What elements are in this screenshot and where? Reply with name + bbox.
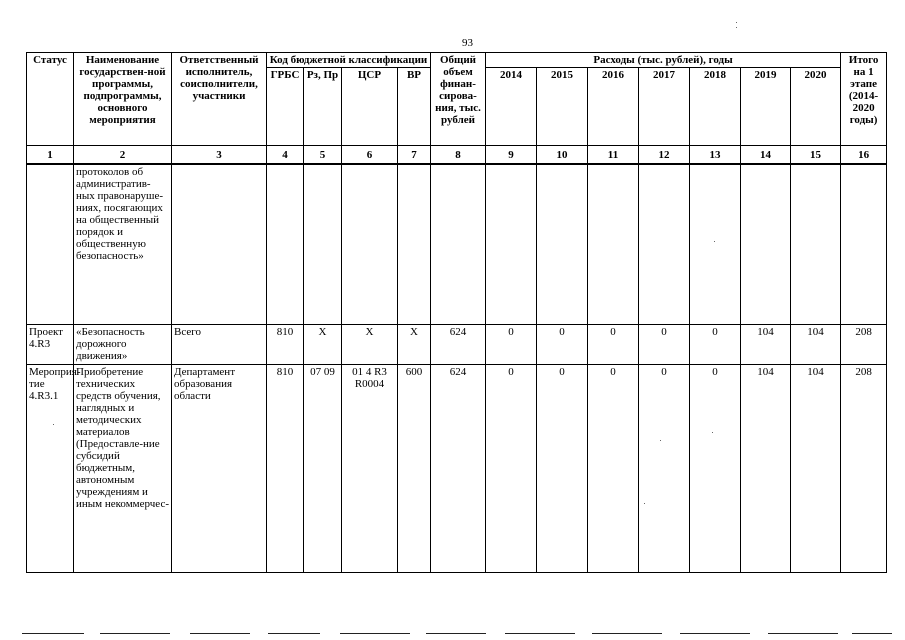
header-year-2020: 2020 bbox=[791, 68, 841, 146]
scan-rule-segment bbox=[592, 633, 662, 634]
header-vr: ВР bbox=[398, 68, 431, 146]
column-number: 14 bbox=[741, 146, 791, 165]
cell-rzpr: 07 09 bbox=[304, 364, 342, 572]
cell-2020: 104 bbox=[791, 364, 841, 572]
scan-rule-segment bbox=[340, 633, 410, 634]
column-number: 10 bbox=[537, 146, 588, 165]
cell-itogo: 208 bbox=[841, 364, 887, 572]
column-number: 6 bbox=[342, 146, 398, 165]
header-itogo: Итого на 1 этапе (2014-2020 годы) bbox=[841, 53, 887, 146]
cell-csr bbox=[342, 164, 398, 324]
cell-total: 624 bbox=[431, 364, 486, 572]
scan-rule-segment bbox=[100, 633, 170, 634]
scan-speck bbox=[736, 27, 737, 28]
column-number: 4 bbox=[267, 146, 304, 165]
header-name: Наименование государствен-ной программы, подпрограммы, основного мероприятия bbox=[74, 53, 172, 146]
table-row-project bbox=[27, 324, 887, 364]
cell-2016: 0 bbox=[588, 364, 639, 572]
header-expenses: Расходы (тыс. рублей), годы bbox=[486, 53, 841, 68]
header-year-2018: 2018 bbox=[690, 68, 741, 146]
cell-grbs bbox=[267, 164, 304, 324]
scan-rule-segment bbox=[680, 633, 750, 634]
cell-total: 624 bbox=[431, 324, 486, 364]
cell-2016 bbox=[588, 164, 639, 324]
header-year-2017: 2017 bbox=[639, 68, 690, 146]
cell-status: Мероприя-тие 4.R3.1 bbox=[27, 364, 74, 572]
cell-2019: 104 bbox=[741, 324, 791, 364]
header-grbs: ГРБС bbox=[267, 68, 304, 146]
cell-2017: 0 bbox=[639, 324, 690, 364]
header-year-2019: 2019 bbox=[741, 68, 791, 146]
cell-responsible: Всего bbox=[172, 324, 267, 364]
cell-vr bbox=[398, 164, 431, 324]
column-number: 3 bbox=[172, 146, 267, 165]
budget-table bbox=[26, 52, 887, 573]
header-csr: ЦСР bbox=[342, 68, 398, 146]
column-number: 12 bbox=[639, 146, 690, 165]
scan-speck bbox=[714, 241, 715, 242]
cell-rzpr: Х bbox=[304, 324, 342, 364]
table-row-continuation bbox=[27, 164, 887, 324]
column-number: 15 bbox=[791, 146, 841, 165]
cell-rzpr bbox=[304, 164, 342, 324]
cell-2017 bbox=[639, 164, 690, 324]
cell-vr: Х bbox=[398, 324, 431, 364]
scan-rule-segment bbox=[190, 633, 250, 634]
cell-status bbox=[27, 164, 74, 324]
scan-speck bbox=[736, 22, 737, 23]
cell-2016: 0 bbox=[588, 324, 639, 364]
scan-speck bbox=[644, 503, 645, 504]
header-total-volume: Общий объем финан-сирова-ния, тыс. рублей bbox=[431, 53, 486, 146]
scan-rule-segment bbox=[852, 633, 892, 634]
cell-vr: 600 bbox=[398, 364, 431, 572]
header-budget-code: Код бюджетной классификации bbox=[267, 53, 431, 68]
cell-2017: 0 bbox=[639, 364, 690, 572]
scan-rule-segment bbox=[505, 633, 575, 634]
scan-speck bbox=[712, 432, 713, 433]
header-status: Статус bbox=[27, 53, 74, 146]
header-year-2014: 2014 bbox=[486, 68, 537, 146]
header-responsible: Ответственный исполнитель, соисполнители, участники bbox=[172, 53, 267, 146]
column-number: 9 bbox=[486, 146, 537, 165]
column-number: 16 bbox=[841, 146, 887, 165]
cell-2018: 0 bbox=[690, 364, 741, 572]
column-number: 5 bbox=[304, 146, 342, 165]
header-year-2015: 2015 bbox=[537, 68, 588, 146]
cell-itogo: 208 bbox=[841, 324, 887, 364]
scan-speck bbox=[53, 424, 54, 425]
cell-2015: 0 bbox=[537, 324, 588, 364]
scan-rule-segment bbox=[22, 633, 84, 634]
cell-2015: 0 bbox=[537, 364, 588, 572]
scan-rule-segment bbox=[426, 633, 486, 634]
scan-rule-segment bbox=[768, 633, 838, 634]
column-number: 13 bbox=[690, 146, 741, 165]
cell-2019 bbox=[741, 164, 791, 324]
column-number: 11 bbox=[588, 146, 639, 165]
cell-2014 bbox=[486, 164, 537, 324]
column-number: 7 bbox=[398, 146, 431, 165]
cell-2014: 0 bbox=[486, 324, 537, 364]
cell-total bbox=[431, 164, 486, 324]
cell-name: Приобретение технических средств обучения, наглядных и методических материалов (Предоставле-ние субсидий бюджетным, автономным учреждениям и иным некоммерчес- bbox=[74, 364, 172, 572]
cell-csr: Х bbox=[342, 324, 398, 364]
cell-2020: 104 bbox=[791, 324, 841, 364]
cell-name: «Безопасность дорожного движения» bbox=[74, 324, 172, 364]
cell-grbs: 810 bbox=[267, 324, 304, 364]
cell-grbs: 810 bbox=[267, 364, 304, 572]
column-number: 1 bbox=[27, 146, 74, 165]
cell-2019: 104 bbox=[741, 364, 791, 572]
scan-speck bbox=[660, 440, 661, 441]
cell-2014: 0 bbox=[486, 364, 537, 572]
cell-csr: 01 4 R3 R0004 bbox=[342, 364, 398, 572]
cell-2018 bbox=[690, 164, 741, 324]
cell-responsible: Департамент образования области bbox=[172, 364, 267, 572]
column-number: 2 bbox=[74, 146, 172, 165]
cell-responsible bbox=[172, 164, 267, 324]
column-number: 8 bbox=[431, 146, 486, 165]
cell-2020 bbox=[791, 164, 841, 324]
cell-status: Проект 4.R3 bbox=[27, 324, 74, 364]
page-number: 93 bbox=[462, 37, 473, 49]
header-year-2016: 2016 bbox=[588, 68, 639, 146]
cell-2018: 0 bbox=[690, 324, 741, 364]
table-row-activity bbox=[27, 364, 887, 572]
cell-name: протоколов об административ-ных правонаруше-ниях, посягающих на общественный порядок и общественную безопасность» bbox=[74, 164, 172, 324]
header-rzpr: Рз, Пр bbox=[304, 68, 342, 146]
scan-rule-segment bbox=[268, 633, 320, 634]
cell-2015 bbox=[537, 164, 588, 324]
cell-itogo bbox=[841, 164, 887, 324]
